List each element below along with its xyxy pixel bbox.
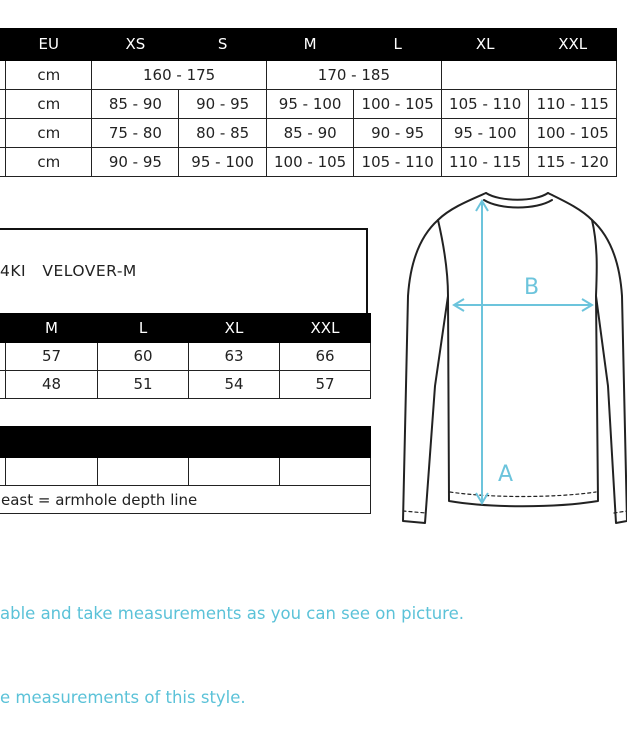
size-chart-header: XL bbox=[441, 29, 529, 61]
unit-cell: cm bbox=[6, 148, 92, 177]
notes-header-bar bbox=[0, 427, 371, 458]
size-cell: 85 - 90 bbox=[266, 119, 354, 148]
size-cell: 105 - 110 bbox=[441, 90, 529, 119]
armhole-note: east = armhole depth line bbox=[0, 486, 371, 514]
garment-cell: 54 bbox=[189, 371, 280, 399]
size-cell: 105 - 110 bbox=[354, 148, 442, 177]
size-chart-header: M bbox=[266, 29, 354, 61]
size-cell: 90 - 95 bbox=[179, 90, 267, 119]
size-cell: 115 - 120 bbox=[529, 148, 617, 177]
size-chart-header-row bbox=[0, 29, 617, 61]
size-chart-row bbox=[0, 119, 617, 148]
garment-cell: 51 bbox=[98, 371, 189, 399]
size-chart-header: XXL bbox=[529, 29, 617, 61]
garment-header: L bbox=[98, 314, 189, 343]
size-cell: 90 - 95 bbox=[354, 119, 442, 148]
size-chart-table bbox=[0, 28, 617, 177]
instruction-line: e measurements of this style. bbox=[0, 688, 246, 707]
garment-cell: 57 bbox=[280, 371, 371, 399]
unit-cell: cm bbox=[6, 90, 92, 119]
measurement-instructions bbox=[0, 544, 464, 740]
garment-measurement-table bbox=[0, 313, 371, 399]
label-a: A bbox=[498, 462, 514, 487]
size-cell: 100 - 105 bbox=[354, 90, 442, 119]
notes-row bbox=[0, 458, 371, 486]
garment-cell: 63 bbox=[189, 343, 280, 371]
notes-row bbox=[0, 486, 371, 514]
garment-row bbox=[0, 371, 371, 399]
size-cell: 160 - 175 bbox=[92, 61, 267, 90]
size-cell: 75 - 80 bbox=[92, 119, 179, 148]
size-cell: 80 - 85 bbox=[179, 119, 267, 148]
size-cell: 95 - 100 bbox=[266, 90, 354, 119]
garment-title: 4KI VELOVER-M bbox=[0, 262, 137, 280]
size-cell: 100 - 105 bbox=[529, 119, 617, 148]
notes-table bbox=[0, 426, 371, 514]
garment-header: M bbox=[6, 314, 98, 343]
unit-cell: cm bbox=[6, 61, 92, 90]
size-chart-header: L bbox=[354, 29, 442, 61]
size-cell: 95 - 100 bbox=[441, 119, 529, 148]
size-chart-header: S bbox=[179, 29, 267, 61]
size-chart-header: XS bbox=[92, 29, 179, 61]
garment-header: XXL bbox=[280, 314, 371, 343]
garment-cell: 48 bbox=[6, 371, 98, 399]
garment-cell: 60 bbox=[98, 343, 189, 371]
long-sleeve-shirt-icon bbox=[400, 186, 627, 531]
garment-header: XL bbox=[189, 314, 280, 343]
size-chart-row bbox=[0, 61, 617, 90]
garment-row bbox=[0, 343, 371, 371]
size-cell: 110 - 115 bbox=[529, 90, 617, 119]
size-cell: 95 - 100 bbox=[179, 148, 267, 177]
size-chart-header: EU bbox=[6, 29, 92, 61]
garment-cell: 66 bbox=[280, 343, 371, 371]
size-cell: 110 - 115 bbox=[441, 148, 529, 177]
size-cell: 100 - 105 bbox=[266, 148, 354, 177]
garment-cell: 57 bbox=[6, 343, 98, 371]
garment-header-row bbox=[0, 314, 371, 343]
size-chart-row bbox=[0, 148, 617, 177]
size-cell: 170 - 185 bbox=[266, 61, 441, 90]
size-cell bbox=[441, 61, 616, 90]
unit-cell: cm bbox=[6, 119, 92, 148]
label-b: B bbox=[524, 275, 540, 300]
size-chart-row bbox=[0, 90, 617, 119]
size-cell: 85 - 90 bbox=[92, 90, 179, 119]
instruction-line: able and take measurements as you can see on picture. bbox=[0, 604, 464, 623]
size-cell: 90 - 95 bbox=[92, 148, 179, 177]
